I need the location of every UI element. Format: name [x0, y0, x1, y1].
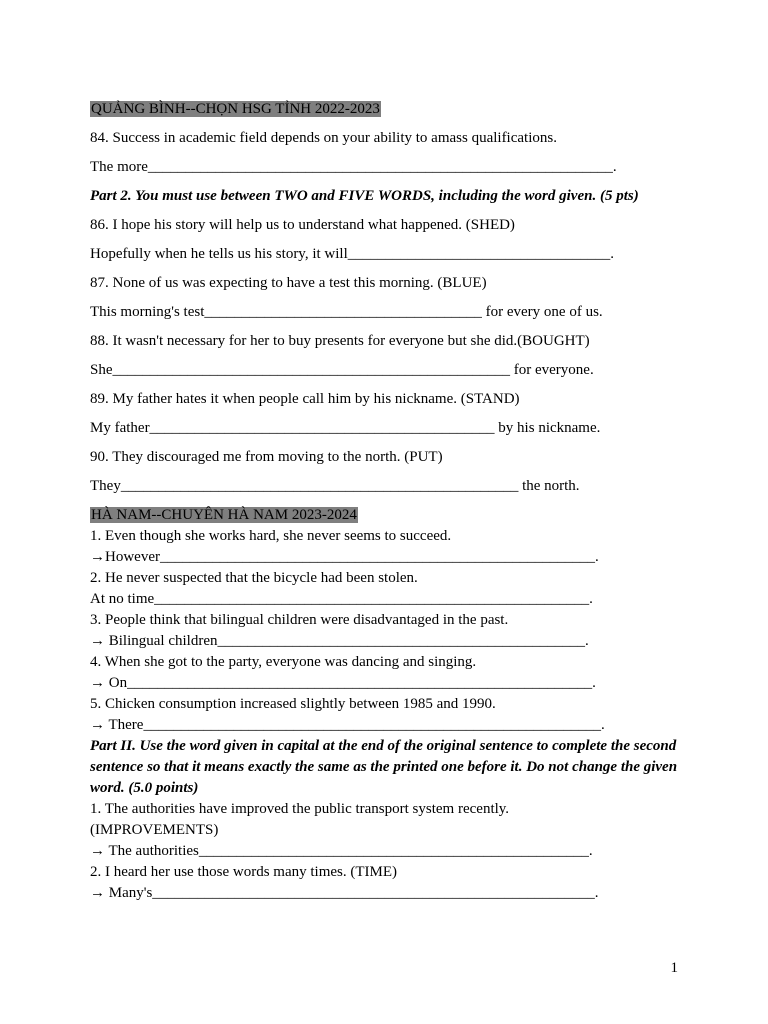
answer-line-89: My father______________________________________________ by his nickname.: [90, 420, 601, 436]
answer-line-87: This morning's test_____________________________________ for every one of us.: [90, 304, 603, 320]
part-2-instruction: Part 2. You must use between TWO and FIVE WORDS, including the word given. (5 pts): [90, 188, 639, 204]
question-86: 86. I hope his story will help us to understand what happened. (SHED): [90, 217, 515, 233]
hn-answer-line-4: → On______________________________________________________________.: [90, 675, 596, 691]
page-number: 1: [670, 960, 678, 976]
answer-line-84: The more______________________________________________________________.: [90, 159, 617, 175]
question-89: 89. My father hates it when people call him by his nickname. (STAND): [90, 391, 520, 407]
hn-question-3: 3. People think that bilingual children were disadvantaged in the past.: [90, 612, 509, 628]
hn-answer-line-2: At no time__________________________________________________________.: [90, 591, 593, 607]
question-87: 87. None of us was expecting to have a test this morning. (BLUE): [90, 275, 487, 291]
part-ii-answer-line-2: → Many's___________________________________________________________.: [90, 885, 599, 901]
page-content: [90, 99, 680, 904]
part-ii-question-2: 2. I heard her use those words many times. (TIME): [90, 864, 398, 880]
hn-question-1: 1. Even though she works hard, she never seems to succeed.: [90, 528, 452, 544]
answer-line-86: Hopefully when he tells us his story, it will___________________________________.: [90, 246, 615, 262]
heading-highlight: HÀ NAM--CHUYÊN HÀ NAM 2023-2024: [91, 507, 357, 523]
part-ii-answer-line-1: → The authorities____________________________________________________.: [90, 843, 593, 859]
part-ii-question-1: 1. The authorities have improved the public transport system recently.: [90, 801, 510, 817]
hn-question-4: 4. When she got to the party, everyone was dancing and singing.: [90, 654, 477, 670]
question-90: 90. They discouraged me from moving to the north. (PUT): [90, 449, 443, 465]
part-ii-instruction: Part II. Use the word given in capital at the end of the original sentence to complete the second sentence so that it means exactly the same as the printed one before it. Do not change the given word. (5.0 points): [90, 738, 678, 796]
section-heading-ha-nam: [90, 505, 680, 526]
section-heading-quang-binh: [90, 99, 680, 120]
hn-answer-line-1: →However__________________________________________________________.: [90, 549, 599, 565]
part-ii-question-1-word: (IMPROVEMENTS): [90, 822, 219, 838]
answer-line-90: They_____________________________________________________ the north.: [90, 478, 580, 494]
hn-question-2: 2. He never suspected that the bicycle had been stolen.: [90, 570, 418, 586]
hn-answer-line-3: → Bilingual children_________________________________________________.: [90, 633, 589, 649]
question-88: 88. It wasn't necessary for her to buy presents for everyone but she did.(BOUGHT): [90, 333, 590, 349]
heading-highlight: QUẢNG BÌNH--CHỌN HSG TỈNH 2022-2023: [91, 101, 380, 117]
hn-question-5: 5. Chicken consumption increased slightly between 1985 and 1990.: [90, 696, 496, 712]
answer-line-88: She_____________________________________________________ for everyone.: [90, 362, 594, 378]
question-84: 84. Success in academic field depends on your ability to amass qualifications.: [90, 130, 557, 146]
hn-answer-line-5: → There_____________________________________________________________.: [90, 717, 605, 733]
